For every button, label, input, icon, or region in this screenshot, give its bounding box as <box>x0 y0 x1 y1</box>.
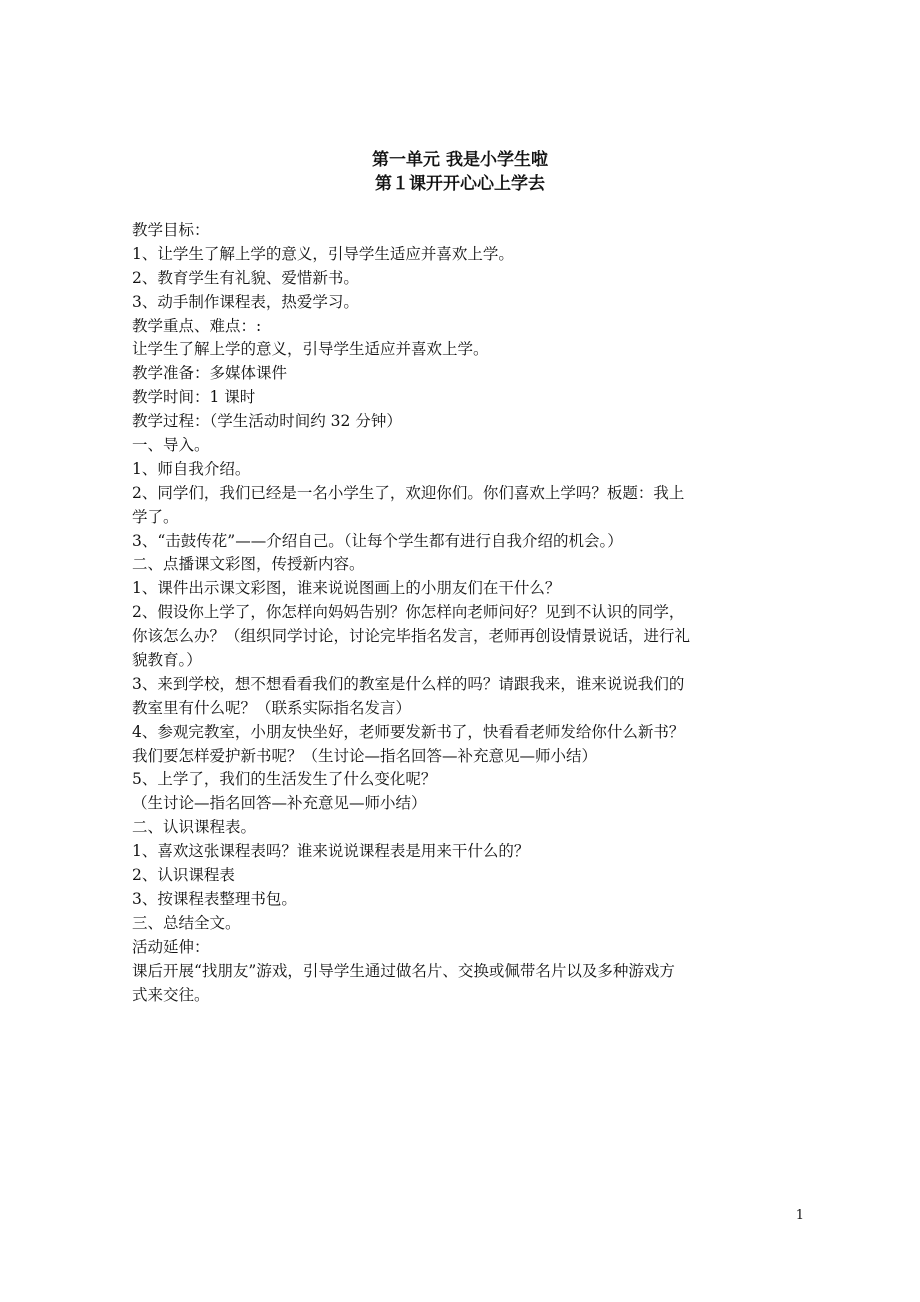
text-line: 让学生了解上学的意义，引导学生适应并喜欢上学。 <box>132 340 489 359</box>
text-line: 1、让学生了解上学的意义，引导学生适应并喜欢上学。 <box>132 244 514 263</box>
page-number: 1 <box>795 1208 804 1223</box>
text-line: 教学重点、难点：: <box>132 316 262 335</box>
text-line: 貌教育。） <box>132 651 202 670</box>
text-line: 二、认识课程表。 <box>132 818 257 837</box>
text-line: 三、总结全文。 <box>132 913 241 932</box>
text-line: 式来交往。 <box>132 985 210 1004</box>
text-line: 3、动手制作课程表，热爱学习。 <box>132 292 359 311</box>
text-line: 课后开展“找朋友”游戏，引导学生通过做名片、交换或佩带名片以及多种游戏方 <box>132 961 675 980</box>
text-line: 2、假设你上学了，你怎样向妈妈告别？你怎样向老师问好？见到不认识的同学， <box>132 603 685 622</box>
text-line: 1、喜欢这张课程表吗？谁来说说课程表是用来干什么的？ <box>132 842 530 861</box>
title-block <box>0 148 920 196</box>
lesson-title: 第１课开开心心上学去 <box>375 174 545 194</box>
text-line: 教学时间：1 课时 <box>132 388 256 407</box>
text-line: （生讨论—指名回答—补充意见—师小结） <box>132 794 427 813</box>
text-line: 教室里有什么呢？（联系实际指名发言） <box>132 698 412 717</box>
text-line: 你该怎么办？（组织同学讨论，讨论完毕指名发言，老师再创设情景说话，进行礼 <box>132 627 691 646</box>
text-line: 3、来到学校，想不想看看我们的教室是什么样的吗？请跟我来，谁来说说我们的 <box>132 674 685 693</box>
text-line: 3、“击鼓传花”——介绍自己。（让每个学生都有进行自我介绍的机会。） <box>132 531 623 550</box>
text-line: 2、认识课程表 <box>132 866 235 885</box>
text-line: 学了。 <box>132 507 179 526</box>
text-line: 1、课件出示课文彩图，谁来说说图画上的小朋友们在干什么？ <box>132 579 561 598</box>
text-line: 活动延伸： <box>132 937 210 956</box>
text-line: 5、上学了，我们的生活发生了什么变化呢？ <box>132 770 437 789</box>
text-line: 教学目标： <box>132 221 210 239</box>
text-line: 教学准备：多媒体课件 <box>132 364 288 383</box>
text-line: 一、导入。 <box>132 436 210 455</box>
text-line: 3、按课程表整理书包。 <box>132 889 297 908</box>
text-line: 我们要怎样爱护新书呢？（生讨论—指名回答—补充意见—师小结） <box>132 746 598 765</box>
text-line: 4、参观完教室，小朋友快坐好，老师要发新书了，快看看老师发给你什么新书？ <box>132 722 685 741</box>
text-line: 二、点播课文彩图，传授新内容。 <box>132 555 365 574</box>
text-line: 教学过程：（学生活动时间约 32 分钟） <box>132 412 402 431</box>
unit-title: 第一单元 我是小学生啦 <box>372 150 548 170</box>
text-line: 1、师自我介绍。 <box>132 459 251 478</box>
lesson-plan-body <box>132 219 802 1007</box>
text-line: 2、同学们，我们已经是一名小学生了，欢迎你们。你们喜欢上学吗？板题：我上 <box>132 483 685 502</box>
text-line: 2、教育学生有礼貌、爱惜新书。 <box>132 268 359 287</box>
